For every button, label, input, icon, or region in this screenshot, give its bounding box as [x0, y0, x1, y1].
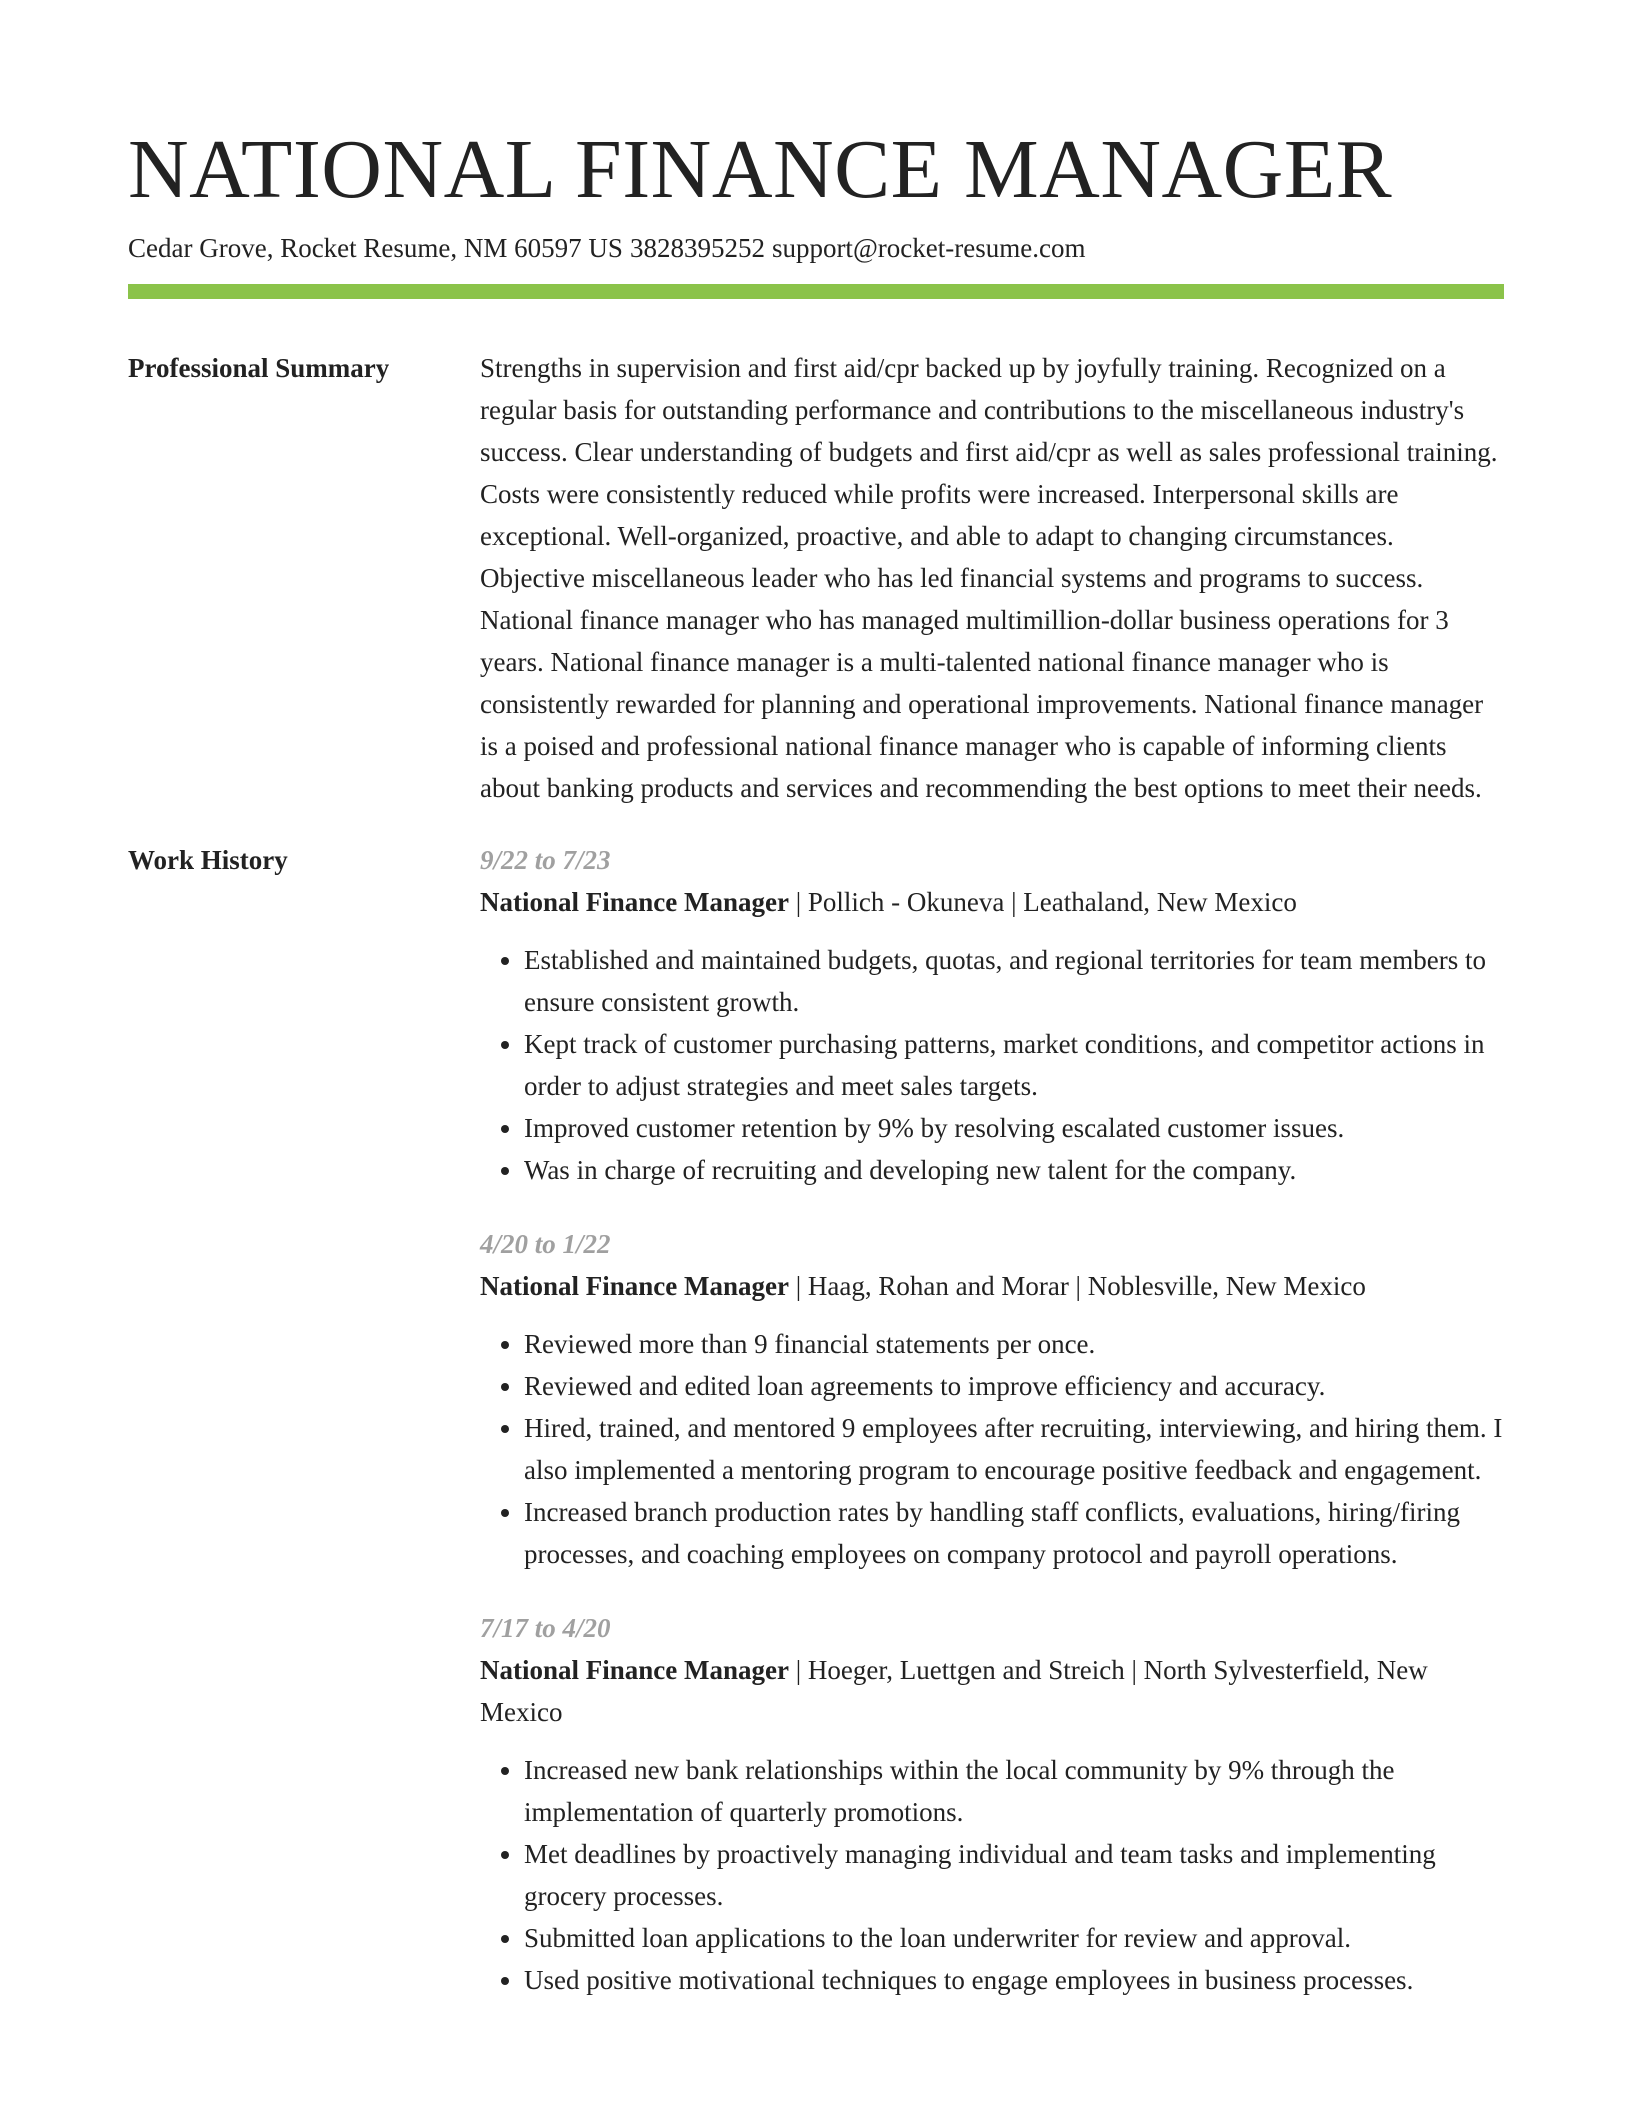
list-item: • Reviewed more than 9 financial statements per once. — [524, 1323, 1504, 1365]
list-item: • Kept track of customer purchasing patterns, market conditions, and competitor actions in order to adjust strategies and meet sales targets. — [524, 1023, 1504, 1107]
job-details: | Hoeger, Luettgen and Streich | North Sylvesterfield, New Mexico — [480, 1655, 1428, 1727]
header-divider — [128, 284, 1504, 299]
job-dates: 4/20 to 1/22 — [480, 1229, 611, 1259]
job-entry — [480, 1223, 1504, 1575]
job-bullets — [480, 1323, 1504, 1575]
summary-heading: Professional Summary — [128, 353, 390, 383]
job-heading — [480, 881, 1504, 923]
job-entry — [480, 839, 1504, 1191]
job-heading — [480, 1649, 1504, 1733]
list-item: • Increased new bank relationships within the local community by 9% through the implementation of quarterly promotions. — [524, 1749, 1504, 1833]
job-bullets — [480, 1749, 1504, 2001]
candidate-name: NATIONAL FINANCE MANAGER — [128, 123, 1393, 216]
contact-line — [128, 230, 1504, 266]
list-item: • Met deadlines by proactively managing individual and team tasks and implementing grocery processes. — [524, 1833, 1504, 1917]
phone: 3828395252 — [629, 233, 765, 263]
job-title: National Finance Manager — [480, 887, 789, 917]
address: Cedar Grove, Rocket Resume, NM 60597 US — [128, 233, 623, 263]
list-item: • Increased branch production rates by handling staff conflicts, evaluations, hiring/firing processes, and coaching employees on company protocol and payroll operations. — [524, 1491, 1504, 1575]
summary-text: Strengths in supervision and first aid/cpr backed up by joyfully training. Recognized on a regular basis for outstanding performance and contributions to the miscellaneous industry's success. Clear understanding of budgets and first aid/cpr as well as sales professional training. Costs were consistently reduced while profits were increased. Interpersonal skills are exceptional. Well-organized, proactive, and able to adapt to changing circumstances. Objective miscellaneous leader who has led financial systems and programs to success. National finance manager who has managed multimillion-dollar business operations for 3 years. National finance manager is a multi-talented national finance manager who is consistently rewarded for planning and operational improvements. National finance manager is a poised and professional national finance manager who is capable of informing clients about banking products and services and recommending the best options to meet their needs. — [480, 353, 1498, 803]
job-dates: 7/17 to 4/20 — [480, 1613, 611, 1643]
job-title: National Finance Manager — [480, 1271, 789, 1301]
list-item: • Improved customer retention by 9% by resolving escalated customer issues. — [524, 1107, 1504, 1149]
job-entry — [480, 1607, 1504, 2001]
job-details: | Pollich - Okuneva | Leathaland, New Mexico — [788, 887, 1297, 917]
job-heading — [480, 1265, 1504, 1307]
list-item: • Established and maintained budgets, quotas, and regional territories for team members to ensure consistent growth. — [524, 939, 1504, 1023]
job-details: | Haag, Rohan and Morar | Noblesville, New Mexico — [788, 1271, 1366, 1301]
list-item: • Hired, trained, and mentored 9 employees after recruiting, interviewing, and hiring them. I also implemented a mentoring program to encourage positive feedback and engagement. — [524, 1407, 1504, 1491]
job-bullets — [480, 939, 1504, 1191]
email: support@rocket-resume.com — [771, 233, 1086, 263]
list-item: • Reviewed and edited loan agreements to improve efficiency and accuracy. — [524, 1365, 1504, 1407]
resume-page — [128, 120, 1504, 2033]
job-dates: 9/22 to 7/23 — [480, 845, 611, 875]
job-title: National Finance Manager — [480, 1655, 789, 1685]
work-history-section — [128, 839, 1504, 2033]
list-item: • Submitted loan applications to the loan underwriter for review and approval. — [524, 1917, 1504, 1959]
list-item: • Was in charge of recruiting and developing new talent for the company. — [524, 1149, 1504, 1191]
summary-section — [128, 347, 1504, 809]
work-history-heading: Work History — [128, 845, 288, 875]
list-item: • Used positive motivational techniques to engage employees in business processes. — [524, 1959, 1504, 2001]
